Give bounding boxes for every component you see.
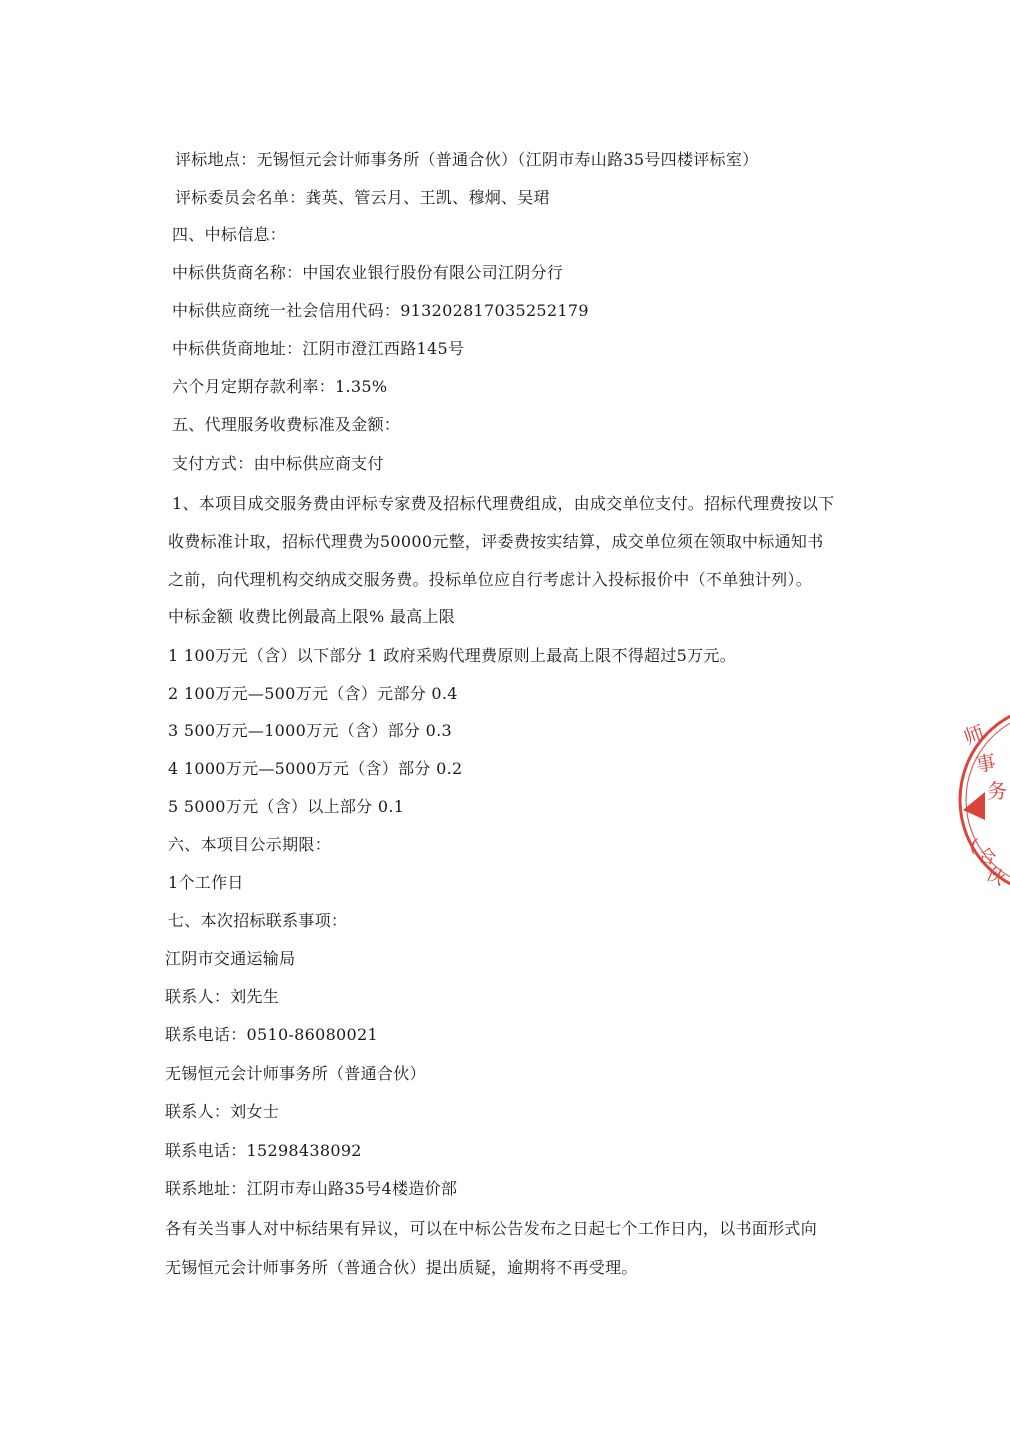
winner-credit-code: 中标供应商统一社会信用代码：913202817035252179	[172, 301, 589, 320]
agency-contact: 联系人：刘女士	[165, 1102, 280, 1121]
fee-table-row: 4 1000万元—5000万元（含）部分 0.2	[168, 759, 463, 778]
objection-notice-line-1: 各有关当事人对中标结果有异议，可以在中标公告发布之日起七个工作日内，以书面形式向	[165, 1219, 818, 1238]
svg-text:事: 事	[973, 749, 998, 777]
purchaser-contact: 联系人：刘先生	[165, 987, 280, 1006]
fee-paragraph-line-2: 收费标准计取，招标代理费为50000元整，评委费按实结算，成交单位须在领取中标通知书	[168, 532, 824, 551]
bid-location: 评标地点：无锡恒元会计师事务所（普通合伙）（江阴市寿山路35号四楼评标室）	[175, 150, 759, 169]
fee-table-row: 5 5000万元（含）以上部分 0.1	[168, 797, 405, 816]
section-heading-contacts: 七、本次招标联系事项：	[168, 911, 348, 930]
deposit-rate: 六个月定期存款利率：1.35%	[172, 377, 388, 396]
fee-table-header: 中标金额 收费比例最高上限% 最高上限	[168, 607, 456, 626]
agency-phone: 联系电话：15298438092	[165, 1141, 362, 1160]
purchaser-phone: 联系电话：0510-86080021	[165, 1025, 378, 1044]
section-heading-publicity: 六、本项目公示期限：	[168, 835, 332, 854]
fee-table-row: 1 100万元（含）以下部分 1 政府采购代理费原则上最高上限不得超过5万元。	[168, 646, 737, 665]
publicity-period: 1个工作日	[168, 873, 244, 892]
fee-paragraph-line-3: 之前，向代理机构交纳成交服务费。投标单位应自行考虑计入投标报价中（不单独计列）。	[168, 570, 813, 589]
fee-table-row: 3 500万元—1000万元（含）部分 0.3	[168, 721, 452, 740]
svg-text:务: 务	[987, 779, 1007, 803]
svg-text:合: 合	[975, 844, 999, 870]
agency-name: 无锡恒元会计师事务所（普通合伙）	[165, 1064, 426, 1083]
agency-address: 联系地址：江阴市寿山路35号4楼造价部	[165, 1179, 458, 1198]
winner-address: 中标供货商地址：江阴市澄江西路145号	[172, 339, 465, 358]
svg-text:伙: 伙	[982, 863, 1009, 891]
payment-method: 支付方式：由中标供应商支付	[172, 454, 384, 473]
section-heading-fees: 五、代理服务收费标准及金额：	[172, 415, 401, 434]
committee-list: 评标委员会名单：龚英、管云月、王凯、穆炯、吴珺	[175, 188, 550, 207]
svg-text:(: (	[967, 834, 980, 857]
winner-name: 中标供货商名称：中国农业银行股份有限公司江阴分行	[172, 263, 564, 282]
section-heading-winner: 四、中标信息：	[172, 225, 287, 244]
svg-text:师: 师	[960, 720, 988, 750]
official-seal	[955, 700, 1010, 900]
fee-table-row: 2 100万元—500万元（含）元部分 0.4	[168, 684, 458, 703]
objection-notice-line-2: 无锡恒元会计师事务所（普通合伙）提出质疑，逾期将不再受理。	[165, 1258, 638, 1277]
fee-paragraph-line-1: 1、本项目成交服务费由评标专家费及招标代理费组成，由成交单位支付。招标代理费按以下	[172, 494, 835, 513]
purchaser-name: 江阴市交通运输局	[165, 949, 296, 968]
